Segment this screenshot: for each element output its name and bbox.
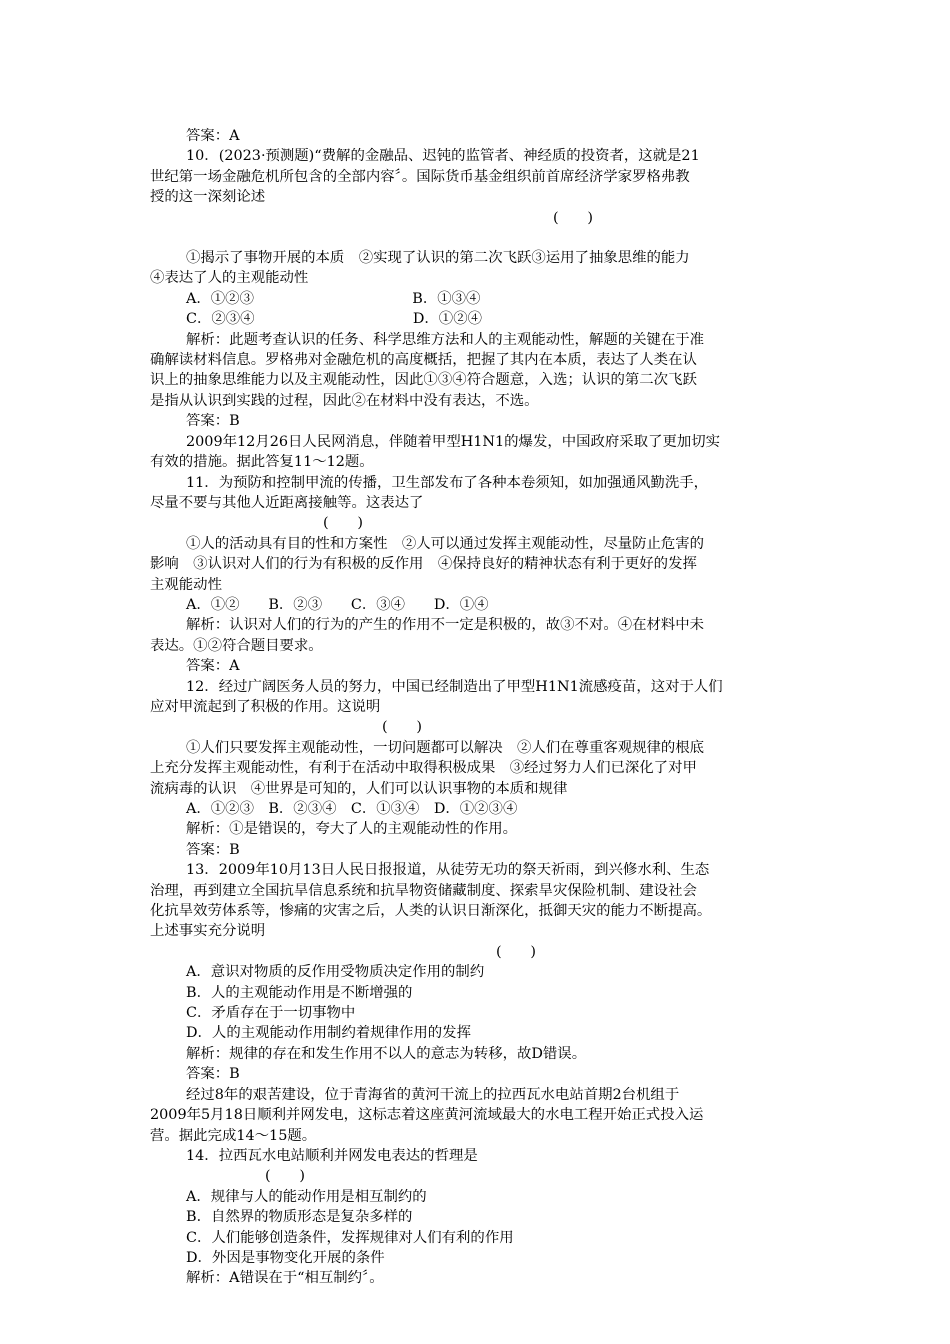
choice-a: A．规律与人的能动作用是相互制约的 xyxy=(186,1188,427,1205)
choice-c: C．矛盾存在于一切事物中 xyxy=(186,1005,356,1022)
question-13-stem: 上述事实充分说明 xyxy=(150,923,266,940)
answer-line: 答案：A xyxy=(186,658,240,675)
choice-row: A．①②③ B．②③④ C．①③④ D．①②③④ xyxy=(186,801,518,817)
material-intro: 2009年5月18日顺利并网发电，这标志着这座黄河流域最大的水电工程开始正式投入运 xyxy=(150,1107,704,1124)
choice-row: A．①②③ B．①③④ xyxy=(186,290,481,307)
analysis: 解析：A错误在于“相互制约〞。 xyxy=(186,1270,384,1287)
choice-row: A．①② B．②③ C．③④ D．①④ xyxy=(186,596,489,613)
choice-b: B．人的主观能动作用是不断增强的 xyxy=(186,984,413,1001)
option-statements: 主观能动性 xyxy=(150,576,222,593)
question-11-stem: 11．为预防和控制甲流的传播，卫生部发布了各种本卷须知，如加强通风勤洗手， xyxy=(186,474,708,491)
option-statements: ①人的活动具有目的性和方案性 ②人可以通过发挥主观能动性，尽量防止危害的 xyxy=(186,535,705,552)
option-statements: 流病毒的认识 ④世界是可知的，人们可以认识事物的本质和规律 xyxy=(150,780,568,797)
question-13-stem: 化抗旱效劳体系等，惨痛的灾害之后，人类的认识日渐深化，抵御天灾的能力不断提高。 xyxy=(150,903,712,920)
choice-d: D．外因是事物变化开展的条件 xyxy=(186,1249,385,1266)
analysis: 表达。①②符合题目要求。 xyxy=(150,637,323,654)
analysis: 是指从认识到实践的过程，因此②在材料中没有表达，不选。 xyxy=(150,392,539,409)
choice-row: C．②③④ D．①②④ xyxy=(186,311,482,328)
analysis: 确解读材料信息。罗格弗对金融危机的高度概括，把握了其内在本质，表达了人类在认 xyxy=(150,352,697,369)
option-statements: 影响 ③认识对人们的行为有积极的反作用 ④保持良好的精神状态有利于更好的发挥 xyxy=(150,556,697,573)
question-12-stem: 12．经过广阔医务人员的努力，中国已经制造出了甲型H1N1流感疫苗，这对于人们 xyxy=(186,678,723,695)
option-statements: 上充分发挥主观能动性，有利于在活动中取得积极成果 ③经过努力人们已深化了对甲 xyxy=(150,760,697,777)
material-intro: 有效的措施。据此答复11～12题。 xyxy=(150,454,374,471)
answer-line: 答案：A xyxy=(186,128,240,144)
question-12-stem: 应对甲流起到了积极的作用。这说明 xyxy=(150,698,381,715)
analysis: 解析：①是错误的，夸大了人的主观能动性的作用。 xyxy=(186,821,517,838)
analysis: 解析：认识对人们的行为的产生的作用不一定是积极的，故③不对。④在材料中未 xyxy=(186,617,705,634)
answer-line: 答案：B xyxy=(186,1066,240,1083)
question-13-stem: 13．2009年10月13日人民日报报道，从徒劳无功的祭天祈雨，到兴修水利、生态 xyxy=(186,862,710,879)
question-14-stem: 14．拉西瓦水电站顺利并网发电表达的哲理是 xyxy=(186,1147,478,1164)
document-page xyxy=(150,126,808,1289)
option-statements: ④表达了人的主观能动性 xyxy=(150,270,309,287)
analysis: 解析：规律的存在和发生作用不以人的意志为转移，故D错误。 xyxy=(186,1045,587,1062)
answer-blank: ( ) xyxy=(496,943,537,960)
question-13-stem: 治理，再到建立全国抗旱信息系统和抗旱物资储藏制度、探索旱灾保险机制、建设社会 xyxy=(150,882,697,899)
choice-c: C．人们能够创造条件，发挥规律对人们有利的作用 xyxy=(186,1229,514,1246)
spacer xyxy=(150,228,808,248)
question-10-stem: 世纪第一场金融危机所包含的全部内容〞。国际货币基金组织前首席经济学家罗格弗教 xyxy=(150,168,690,185)
question-10-stem: 授的这一深刻论述 xyxy=(150,189,266,206)
answer-line: 答案：B xyxy=(186,841,240,858)
choice-d: D．人的主观能动作用制约着规律作用的发挥 xyxy=(186,1025,471,1042)
choice-a: A．意识对物质的反作用受物质决定作用的制约 xyxy=(186,964,485,981)
analysis: 识上的抽象思维能力以及主观能动性，因此①③④符合题意，入选；认识的第二次飞跃 xyxy=(150,372,697,389)
question-11-stem: 尽量不要与其他人近距离接触等。这表达了 xyxy=(150,494,424,511)
choice-b: B．自然界的物质形态是复杂多样的 xyxy=(186,1209,413,1226)
answer-blank: ( ) xyxy=(323,515,364,532)
answer-blank: ( ) xyxy=(553,209,594,226)
answer-blank: ( ) xyxy=(382,719,423,736)
option-statements: ①揭示了事物开展的本质 ②实现了认识的第二次飞跃③运用了抽象思维的能力 xyxy=(186,250,690,267)
answer-blank: ( ) xyxy=(265,1168,306,1185)
option-statements: ①人们只要发挥主观能动性，一切问题都可以解决 ②人们在尊重客观规律的根底 xyxy=(186,739,705,756)
material-intro: 2009年12月26日人民网消息，伴随着甲型H1N1的爆发，中国政府采取了更加切实 xyxy=(186,433,721,450)
material-intro: 营。据此完成14～15题。 xyxy=(150,1127,317,1144)
material-intro: 经过8年的艰苦建设，位于青海省的黄河干流上的拉西瓦水电站首期2台机组于 xyxy=(186,1086,680,1103)
question-10-stem: 10．(2023·预测题)“费解的金融品、迟钝的监管者、神经质的投资者，这就是21 xyxy=(186,148,700,165)
answer-line: 答案：B xyxy=(186,413,240,430)
analysis: 解析：此题考查认识的任务、科学思维方法和人的主观能动性，解题的关键在于准 xyxy=(186,331,705,348)
